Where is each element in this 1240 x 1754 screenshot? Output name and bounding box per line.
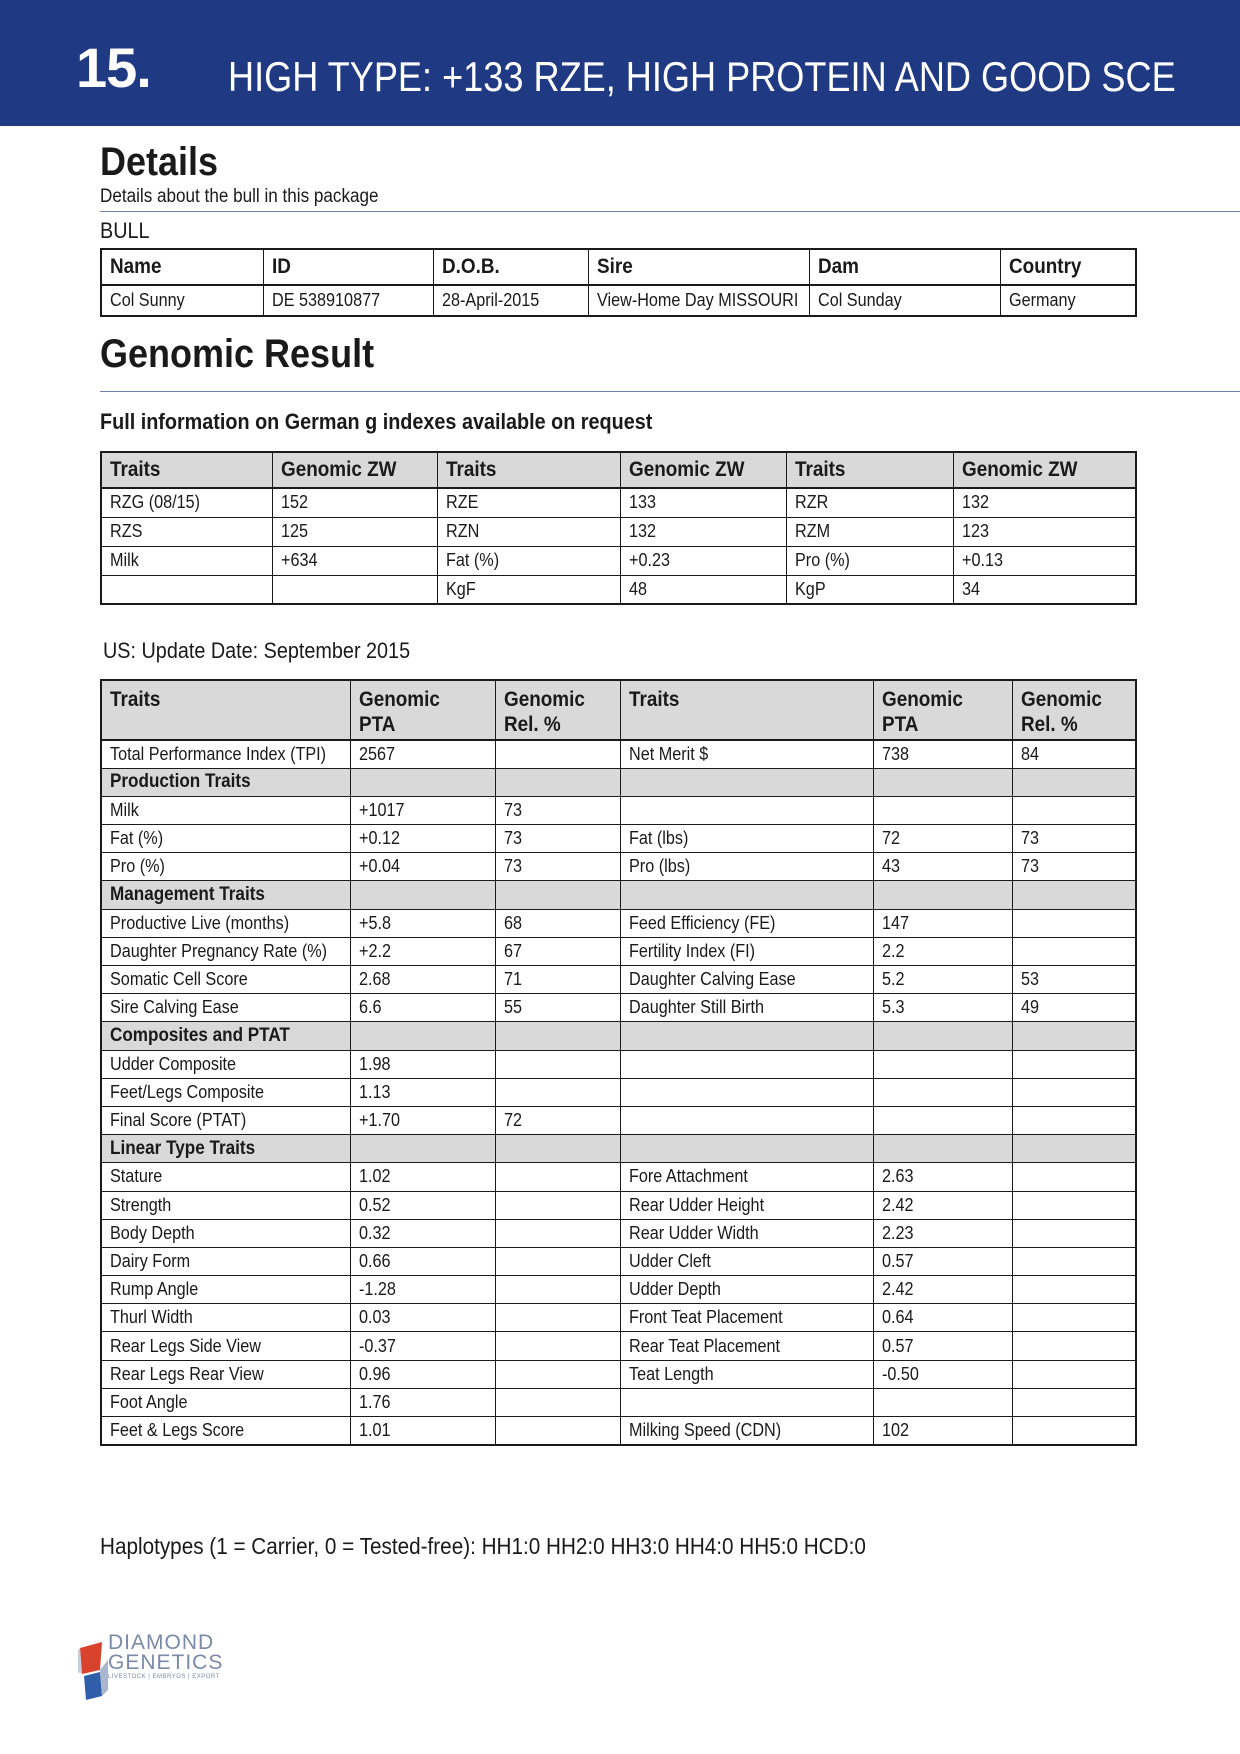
table-cell <box>873 1050 1012 1078</box>
table-cell <box>620 1022 873 1050</box>
table-cell: KgF <box>437 575 620 604</box>
table-cell <box>495 1360 620 1388</box>
table-cell: 2.42 <box>873 1276 1012 1304</box>
table-cell: Pro (%) <box>786 546 953 575</box>
table-cell: Total Performance Index (TPI) <box>101 740 350 768</box>
table-cell: RZR <box>786 488 953 517</box>
table-cell <box>1012 1078 1136 1106</box>
table-cell: 5.3 <box>873 994 1012 1022</box>
table-cell <box>495 1276 620 1304</box>
page-title: HIGH TYPE: +133 RZE, HIGH PROTEIN AND GOOD SCE <box>228 53 1176 100</box>
header-band <box>0 0 1240 126</box>
table-cell <box>873 1135 1012 1163</box>
table-cell: Udder Depth <box>620 1276 873 1304</box>
table-cell: 123 <box>953 517 1136 546</box>
table-cell: 0.52 <box>350 1191 495 1219</box>
table-row <box>101 285 1136 316</box>
table-cell: KgP <box>786 575 953 604</box>
table-cell <box>1012 1276 1136 1304</box>
table-cell: 1.02 <box>350 1163 495 1191</box>
table-cell <box>1012 1219 1136 1247</box>
section-row <box>101 1135 1136 1163</box>
table-row <box>101 1332 1136 1360</box>
table-row <box>101 1191 1136 1219</box>
table-cell <box>350 1135 495 1163</box>
table-cell: 152 <box>272 488 437 517</box>
table-cell <box>1012 1022 1136 1050</box>
column-header: Dam <box>809 249 1000 285</box>
table-cell: Stature <box>101 1163 350 1191</box>
table-cell: 147 <box>873 909 1012 937</box>
table-cell <box>873 881 1012 909</box>
table-cell: 2.42 <box>873 1191 1012 1219</box>
table-cell: 68 <box>495 909 620 937</box>
table-cell: 34 <box>953 575 1136 604</box>
table-cell: Net Merit $ <box>620 740 873 768</box>
table-cell <box>1012 768 1136 796</box>
table-cell: 1.13 <box>350 1078 495 1106</box>
table-cell: 73 <box>1012 825 1136 853</box>
table-cell <box>495 1417 620 1445</box>
table-row <box>101 1304 1136 1332</box>
bull-table-header <box>101 249 1136 285</box>
table-cell <box>873 1078 1012 1106</box>
table-row <box>101 1219 1136 1247</box>
us-table-header <box>101 680 1136 740</box>
divider <box>100 391 1240 392</box>
column-header: ID <box>263 249 433 285</box>
table-cell: 73 <box>495 796 620 824</box>
table-cell: Strength <box>101 1191 350 1219</box>
logo-line-1: DIAMOND <box>108 1631 215 1654</box>
table-cell <box>1012 1360 1136 1388</box>
table-cell: +0.12 <box>350 825 495 853</box>
table-cell <box>495 1247 620 1275</box>
table-row <box>101 1247 1136 1275</box>
table-cell: Final Score (PTAT) <box>101 1106 350 1134</box>
table-cell: 84 <box>1012 740 1136 768</box>
table-cell: 43 <box>873 853 1012 881</box>
details-subtitle: Details about the bull in this package <box>100 186 379 207</box>
table-cell: RZN <box>437 517 620 546</box>
table-cell: Fat (%) <box>101 825 350 853</box>
table-cell: Fore Attachment <box>620 1163 873 1191</box>
table-cell: 1.01 <box>350 1417 495 1445</box>
table-cell: 5.2 <box>873 966 1012 994</box>
bull-dam: Col Sunday <box>809 285 1000 316</box>
table-cell: Daughter Calving Ease <box>620 966 873 994</box>
table-cell: 125 <box>272 517 437 546</box>
column-header: Country <box>1000 249 1136 285</box>
table-cell <box>1012 1332 1136 1360</box>
table-row <box>101 1050 1136 1078</box>
column-header: Name <box>101 249 263 285</box>
table-row <box>101 1417 1136 1445</box>
table-cell: Rear Legs Side View <box>101 1332 350 1360</box>
table-cell <box>1012 1247 1136 1275</box>
table-cell: RZM <box>786 517 953 546</box>
table-cell: 2567 <box>350 740 495 768</box>
table-cell: 0.66 <box>350 1247 495 1275</box>
table-row <box>101 909 1136 937</box>
column-header: Genomic ZW <box>272 452 437 488</box>
column-header: Genomic Rel. % <box>495 680 620 740</box>
us-update-date: US: Update Date: September 2015 <box>103 638 411 663</box>
table-cell: Management Traits <box>101 881 350 909</box>
table-cell: Daughter Pregnancy Rate (%) <box>101 937 350 965</box>
table-cell: -1.28 <box>350 1276 495 1304</box>
table-cell: Rear Udder Height <box>620 1191 873 1219</box>
table-cell <box>873 768 1012 796</box>
column-header: Genomic PTA <box>350 680 495 740</box>
table-cell: 0.32 <box>350 1219 495 1247</box>
table-cell: Rear Teat Placement <box>620 1332 873 1360</box>
bull-label: BULL <box>100 218 150 243</box>
table-cell: -0.37 <box>350 1332 495 1360</box>
table-cell <box>495 1163 620 1191</box>
table-cell: Productive Live (months) <box>101 909 350 937</box>
table-cell <box>1012 796 1136 824</box>
table-cell: 67 <box>495 937 620 965</box>
table-cell: RZE <box>437 488 620 517</box>
table-cell: 71 <box>495 966 620 994</box>
table-cell <box>495 1219 620 1247</box>
table-cell <box>873 1106 1012 1134</box>
table-cell <box>873 1022 1012 1050</box>
table-cell: Feet & Legs Score <box>101 1417 350 1445</box>
table-cell: Foot Angle <box>101 1388 350 1416</box>
column-header: Sire <box>588 249 809 285</box>
table-cell: 73 <box>495 825 620 853</box>
column-header: Traits <box>786 452 953 488</box>
table-cell: Thurl Width <box>101 1304 350 1332</box>
table-cell: +5.8 <box>350 909 495 937</box>
table-cell: 6.6 <box>350 994 495 1022</box>
logo-line-2: GENETICS <box>108 1651 224 1674</box>
table-cell <box>350 881 495 909</box>
table-cell: 48 <box>620 575 786 604</box>
table-cell <box>620 796 873 824</box>
table-cell: RZS <box>101 517 272 546</box>
table-cell: -0.50 <box>873 1360 1012 1388</box>
table-cell: Somatic Cell Score <box>101 966 350 994</box>
table-row <box>101 1163 1136 1191</box>
column-header: Genomic PTA <box>873 680 1012 740</box>
table-cell <box>495 1022 620 1050</box>
table-cell: +0.13 <box>953 546 1136 575</box>
table-cell <box>1012 1050 1136 1078</box>
table-cell: RZG (08/15) <box>101 488 272 517</box>
table-cell <box>495 881 620 909</box>
table-cell <box>350 768 495 796</box>
table-cell: 102 <box>873 1417 1012 1445</box>
table-cell: Fat (%) <box>437 546 620 575</box>
table-row <box>101 575 1136 604</box>
table-cell: 738 <box>873 740 1012 768</box>
section-row <box>101 1022 1136 1050</box>
table-cell: 55 <box>495 994 620 1022</box>
table-cell: Udder Composite <box>101 1050 350 1078</box>
column-header: Traits <box>101 680 350 740</box>
table-cell <box>101 575 272 604</box>
table-cell: +0.23 <box>620 546 786 575</box>
table-cell: Rump Angle <box>101 1276 350 1304</box>
table-row <box>101 740 1136 768</box>
table-cell: 0.57 <box>873 1247 1012 1275</box>
section-number: 15. <box>76 36 151 99</box>
table-cell: +634 <box>272 546 437 575</box>
table-cell: Fertility Index (FI) <box>620 937 873 965</box>
haplotypes-line: Haplotypes (1 = Carrier, 0 = Tested-free): HH1:0 HH2:0 HH3:0 HH4:0 HH5:0 HCD:0 <box>100 1533 866 1559</box>
table-cell <box>495 1050 620 1078</box>
table-cell <box>620 1135 873 1163</box>
table-cell: Udder Cleft <box>620 1247 873 1275</box>
column-header: Traits <box>437 452 620 488</box>
table-cell <box>495 1078 620 1106</box>
table-cell <box>620 1078 873 1106</box>
table-cell <box>1012 1106 1136 1134</box>
table-cell: Sire Calving Ease <box>101 994 350 1022</box>
bull-id: DE 538910877 <box>263 285 433 316</box>
table-cell <box>495 1135 620 1163</box>
table-cell: 0.96 <box>350 1360 495 1388</box>
column-header: D.O.B. <box>433 249 588 285</box>
table-cell <box>620 1106 873 1134</box>
table-cell: Fat (lbs) <box>620 825 873 853</box>
table-cell: 2.23 <box>873 1219 1012 1247</box>
table-cell: +0.04 <box>350 853 495 881</box>
table-cell <box>873 1388 1012 1416</box>
section-row <box>101 881 1136 909</box>
table-row <box>101 937 1136 965</box>
table-cell: +1.70 <box>350 1106 495 1134</box>
table-row <box>101 966 1136 994</box>
table-cell: 133 <box>620 488 786 517</box>
genomic-heading: Genomic Result <box>100 332 375 376</box>
table-cell: 0.03 <box>350 1304 495 1332</box>
diamond-genetics-logo <box>78 1630 238 1710</box>
table-cell <box>495 1191 620 1219</box>
table-cell: 2.63 <box>873 1163 1012 1191</box>
bull-country: Germany <box>1000 285 1136 316</box>
logo-tagline: LIVESTOCK | EMBRYOS | EXPORT <box>108 1674 220 1680</box>
table-cell: Milk <box>101 546 272 575</box>
table-cell <box>495 740 620 768</box>
table-cell <box>620 1050 873 1078</box>
table-cell: 132 <box>620 517 786 546</box>
table-cell <box>495 1388 620 1416</box>
column-header: Genomic ZW <box>620 452 786 488</box>
us-genomic-table <box>100 679 1137 1446</box>
table-cell <box>1012 909 1136 937</box>
table-cell <box>1012 1191 1136 1219</box>
table-cell <box>1012 1417 1136 1445</box>
table-cell: 2.2 <box>873 937 1012 965</box>
table-cell <box>620 768 873 796</box>
table-cell: 1.76 <box>350 1388 495 1416</box>
table-cell: +1017 <box>350 796 495 824</box>
bull-table <box>100 248 1137 317</box>
table-cell <box>1012 937 1136 965</box>
table-cell: Feed Efficiency (FE) <box>620 909 873 937</box>
table-row <box>101 1360 1136 1388</box>
table-cell: Milk <box>101 796 350 824</box>
table-cell <box>1012 1388 1136 1416</box>
table-row <box>101 825 1136 853</box>
table-row <box>101 994 1136 1022</box>
table-cell: Milking Speed (CDN) <box>620 1417 873 1445</box>
column-header: Genomic ZW <box>953 452 1136 488</box>
table-cell: 73 <box>1012 853 1136 881</box>
table-cell <box>620 1388 873 1416</box>
table-cell <box>1012 1304 1136 1332</box>
table-row <box>101 488 1136 517</box>
table-cell: 132 <box>953 488 1136 517</box>
table-cell <box>1012 881 1136 909</box>
table-cell: Rear Legs Rear View <box>101 1360 350 1388</box>
details-heading: Details <box>100 140 219 184</box>
table-cell <box>495 1332 620 1360</box>
table-cell: Teat Length <box>620 1360 873 1388</box>
table-cell: 2.68 <box>350 966 495 994</box>
bull-dob: 28-April-2015 <box>433 285 588 316</box>
table-cell: 49 <box>1012 994 1136 1022</box>
column-header: Traits <box>620 680 873 740</box>
table-cell: Production Traits <box>101 768 350 796</box>
table-cell <box>620 881 873 909</box>
table-cell: 73 <box>495 853 620 881</box>
table-cell: Linear Type Traits <box>101 1135 350 1163</box>
table-cell: Pro (lbs) <box>620 853 873 881</box>
table-cell: Feet/Legs Composite <box>101 1078 350 1106</box>
table-row <box>101 1078 1136 1106</box>
column-header: Traits <box>101 452 272 488</box>
table-cell: 53 <box>1012 966 1136 994</box>
table-cell: Composites and PTAT <box>101 1022 350 1050</box>
table-cell: Body Depth <box>101 1219 350 1247</box>
table-row <box>101 1106 1136 1134</box>
table-cell <box>350 1022 495 1050</box>
table-cell: Front Teat Placement <box>620 1304 873 1332</box>
table-cell <box>1012 1163 1136 1191</box>
table-cell <box>272 575 437 604</box>
german-index-table <box>100 451 1137 605</box>
table-row <box>101 796 1136 824</box>
table-cell: 1.98 <box>350 1050 495 1078</box>
bull-sire: View-Home Day MISSOURI <box>588 285 809 316</box>
table-cell: Dairy Form <box>101 1247 350 1275</box>
table-cell <box>1012 1135 1136 1163</box>
table-row <box>101 546 1136 575</box>
table-cell: +2.2 <box>350 937 495 965</box>
table-cell: Rear Udder Width <box>620 1219 873 1247</box>
german-note: Full information on German g indexes available on request <box>100 409 653 434</box>
table-row <box>101 517 1136 546</box>
logo-mark-icon <box>78 1630 108 1702</box>
table-cell: 72 <box>873 825 1012 853</box>
table-cell: 0.57 <box>873 1332 1012 1360</box>
table-row <box>101 1276 1136 1304</box>
table-cell <box>495 1304 620 1332</box>
table-cell <box>495 768 620 796</box>
table-cell: Pro (%) <box>101 853 350 881</box>
table-row <box>101 1388 1136 1416</box>
table-cell: 0.64 <box>873 1304 1012 1332</box>
table-row <box>101 853 1136 881</box>
section-row <box>101 768 1136 796</box>
table-cell: 72 <box>495 1106 620 1134</box>
bull-name: Col Sunny <box>101 285 263 316</box>
column-header: Genomic Rel. % <box>1012 680 1136 740</box>
divider <box>100 211 1240 212</box>
table-cell <box>873 796 1012 824</box>
german-table-header <box>101 452 1136 488</box>
table-cell: Daughter Still Birth <box>620 994 873 1022</box>
